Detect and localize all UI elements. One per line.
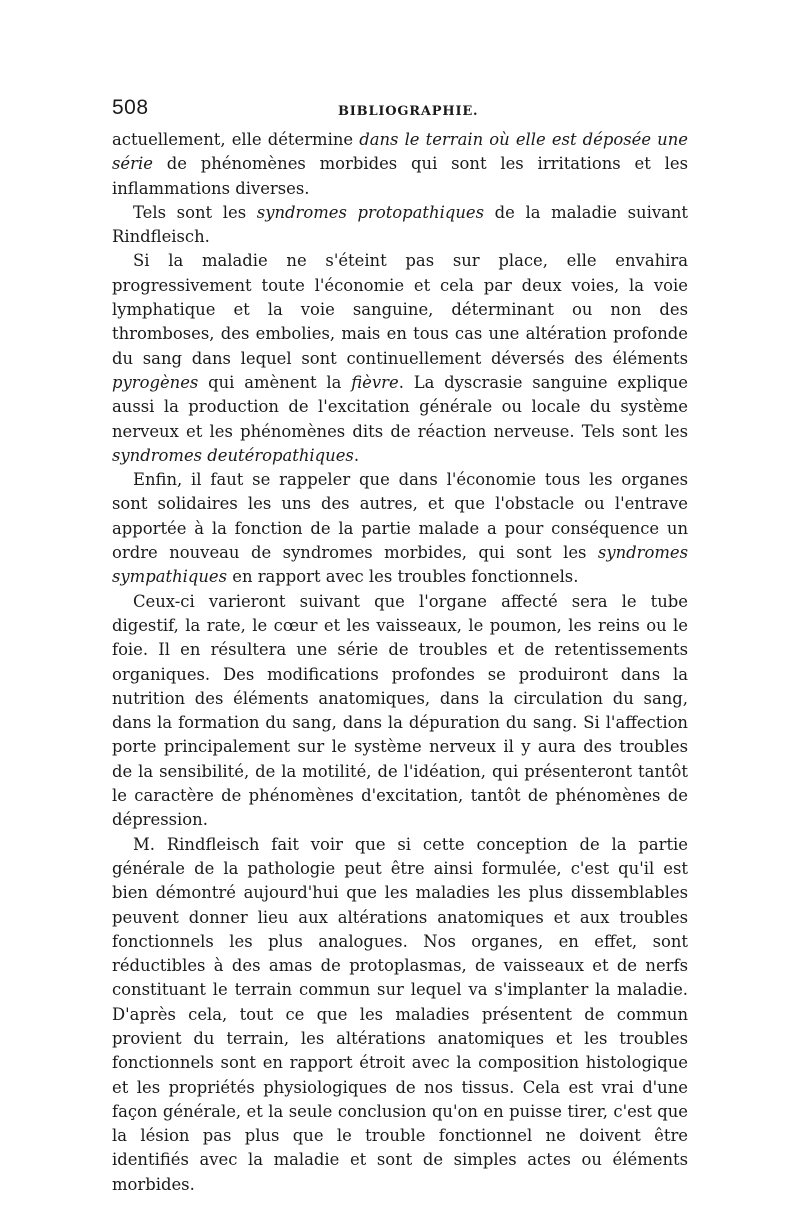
- italic-term: syndromes protopathiques: [256, 202, 484, 222]
- page-number: 508: [112, 96, 149, 119]
- italic-term: syndromes deutéropathiques: [112, 445, 354, 465]
- text-run: . La dyscrasie sanguine explique aussi la production de l'excitation générale ou locale du système nerveux et les phénomènes dits de réaction nerveuse. Tels sont les: [112, 372, 689, 441]
- italic-term: pyrogènes: [112, 372, 199, 392]
- book-page: [112, 94, 688, 1197]
- text-run: actuellement, elle détermine: [112, 130, 360, 149]
- text-run: Si la maladie ne s'éteint pas sur place, elle envahira progressivement toute l'économie et cela par deux voies, la voie lymphatique et la voie sanguine, déterminant ou non des thromboses, des embolies, mais en tous cas une altération profonde du sang dans lequel sont continuellement déversés des éléments: [112, 251, 688, 368]
- section-title: BIBLIOGRAPHIE.: [338, 104, 479, 119]
- running-head: [112, 94, 688, 124]
- text-run: .: [353, 445, 360, 465]
- italic-term: dans le terrain où elle est déposée une série: [112, 130, 688, 174]
- text-run: Ceux-ci varieront suivant que l'organe affecté sera le tube digestif, la rate, le cœur et les vaisseaux, le poumon, les reins ou le foie. Il en résultera une série de troubles et de retentissements organiques. Des modifications profondes se produiront dans la nutrition des éléments anatomiques, dans la circulation du sang, dans la formation du sang, dans la dépuration du sang. Si l'affection porte principalement sur le système nerveux il y aura des troubles de la sensibilité, de la motilité, de l'idéation, qui présenteront tantôt le caractère de phénomènes d'excitation, tantôt de phénomènes de dépression.: [112, 591, 688, 830]
- paragraph-protopathic-syndromes: [112, 201, 688, 250]
- italic-term: fièvre: [351, 372, 399, 392]
- text-run: M. Rindfleisch fait voir que si cette conception de la partie générale de la pathologie peut être ainsi formulée, c'est qu'il est bien démontré aujourd'hui que les maladies les plus dissemblables peuvent donner lieu aux altérations anatomiques et aux troubles fonctionnels les plus analogues. Nos organes, en effet, sont réductibles à des amas de protoplasmas, de vaisseaux et de nerfs constituant le terrain commun sur lequel va s'implanter la maladie. D'après cela, tout ce que les maladies présentent de commun provient du terrain, les altérations anatomiques et les troubles fonctionnels sont en rapport étroit avec la composition histologique et les propriétés physiologiques de nos tissus. Cela est vrai d'une façon générale, et la seule conclusion qu'on en puisse tirer, c'est que la lésion pas plus que le trouble fonctionnel ne doivent être identifiés avec la maladie et sont de simples actes ou éléments morbides.: [112, 834, 688, 1194]
- italic-term: syndromes sympathiques: [112, 543, 688, 587]
- text-run: Enfin, il faut se rappeler que dans l'économie tous les organes sont solidaires les uns des autres, et que l'obstacle ou l'entrave apportée à la fonction de la partie malade a pour conséquence un ordre nouveau de syndromes morbides, qui sont les: [112, 470, 688, 563]
- paragraph-sympathetic-syndromes: [112, 468, 688, 589]
- text-run: de la maladie suivant Rindfleisch.: [112, 202, 688, 247]
- paragraph-continuation: [112, 128, 688, 201]
- text-run: Tels sont les: [133, 202, 257, 222]
- paragraph-rindfleisch-conclusion: [112, 833, 688, 1197]
- text-run: en rapport avec les troubles fonctionnels.: [227, 567, 579, 587]
- paragraph-organic-troubles: [112, 590, 688, 833]
- text-run: qui amènent la: [198, 372, 352, 392]
- paragraph-deuteropathic-syndromes: [112, 249, 688, 468]
- text-run: de phénomènes morbides qui sont les irritations et les inflammations diverses.: [112, 154, 688, 198]
- body-text: [112, 128, 688, 1197]
